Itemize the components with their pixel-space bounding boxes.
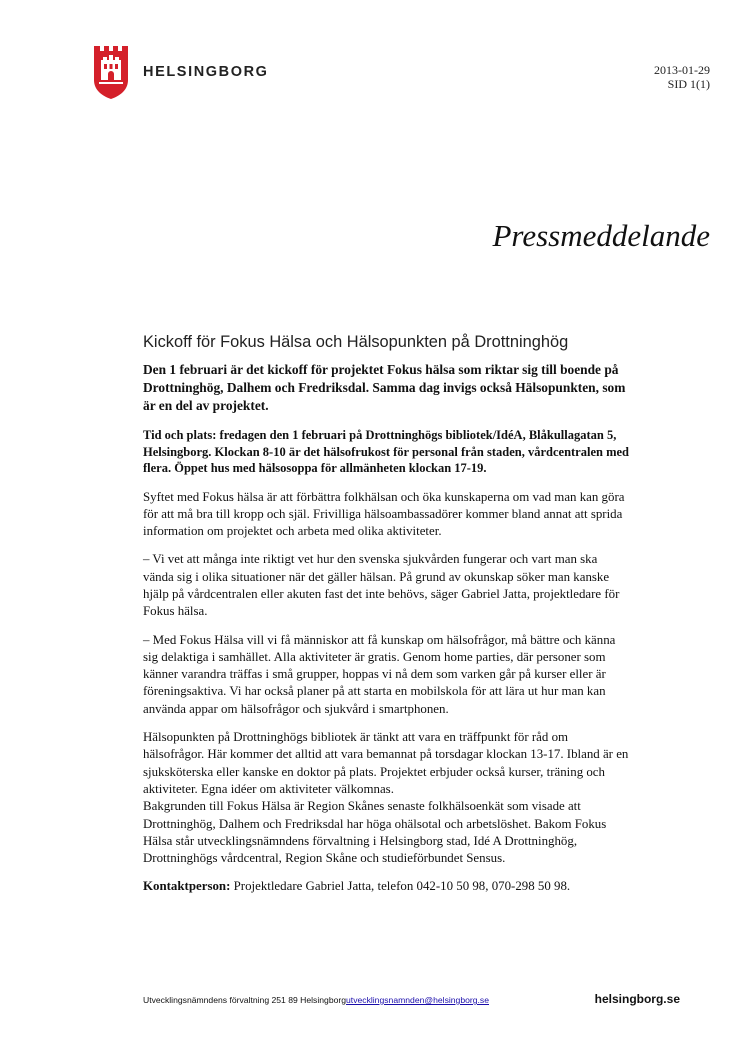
footer-address-text: Utvecklingsnämndens förvaltning 251 89 Helsingborg [143,995,347,1005]
article-headline: Kickoff för Fokus Hälsa och Hälsopunkten på Drottninghög [143,333,569,351]
body-paragraph: Syftet med Fokus hälsa är att förbättra folkhälsan och öka kunskaperna om vad man kan göra för att må bra till kropp och själ. Frivilliga hälsoambassadörer kommer bland annat att sprida information om projektet och arbeta med olika aktiviteter. [143,489,625,539]
contact-label: Kontaktperson: [143,879,231,894]
page-number: SID 1(1) [667,77,710,91]
body-paragraph: Bakgrunden till Fokus Hälsa är Region Skånes senaste folkhälsoenkät som visade att Drottninghög, Dalhem och Fredriksdal har höga ohälsotal och arbetslöshet. Bakom Fokus Hälsa står utvecklingsnämndens förvaltning i Helsingborg stad, Idé A Drottninghög, Drottninghögs vårdcentral, Region Skåne och studieförbundet Sensus. [143,799,607,866]
body-paragraph: – Vi vet att många inte riktigt vet hur den svenska sjukvården fungerar och vart man ska vända sig i olika situationer när det gäller hälsan. På grund av okunskap söker man kanske hjälp på vårdcentralen eller akuten fast det inte behövs, säger Gabriel Jatta, projektledare för Fokus hälsa. [143,552,620,619]
footer-email-link[interactable]: utvecklingsnamnden@helsingborg.se [346,995,489,1005]
footer-website[interactable]: helsingborg.se [594,992,680,1006]
time-and-place: Tid och plats: fredagen den 1 februari på Drottninghögs bibliotek/IdéA, Blåkullagatan 5, Helsingborg. Klockan 8-10 är det hälsofrukost för personal från staden, vårdcentralen med flera. Öppet hus med hälsosoppa för allmänheten klockan 17-19. [143,428,629,475]
document-date: 2013-01-29 [654,63,710,77]
document-meta [654,63,710,91]
article-body [143,333,631,896]
body-paragraph: – Med Fokus Hälsa vill vi få människor att få kunskap om hälsofrågor, må bättre och känna sig delaktiga i samhället. Alla aktiviteter är gratis. Genom home parties, där personer som känner varandra träffas i små grupper, hoppas vi nå dem som varken går på kurser eller är föreningsaktiva. Vi har också planer på att starta en mobilskola för att lära ut hur man kan använda appar om hälsofrågor och sjukvård i smartphonen. [143,632,616,716]
article-lead: Den 1 februari är det kickoff för projektet Fokus hälsa som riktar sig till boende på Drottninghög, Dalhem och Fredriksdal. Samma dag invigs också Hälsopunkten, som är en del av projektet. [143,362,626,413]
document-type: Pressmeddelande [492,218,710,253]
body-paragraph: Hälsopunkten på Drottninghögs bibliotek är tänkt att vara en träffpunkt för råd om hälsofrågor. Här kommer det alltid att vara bemannat på torsdagar klockan 13-17. Ibland är en sjuksköterska eller kanske en doktor på plats. Projektet erbjuder också kurser, träning och aktiviteter. Egna idéer om aktiviteter välkomnas. [143,730,629,796]
helsingborg-crest-icon [93,44,129,100]
contact-details: Projektledare Gabriel Jatta, telefon 042-10 50 98, 070-298 50 98. [230,879,571,894]
contact-person [143,878,631,895]
footer-address [143,995,489,1005]
brand-name: HELSINGBORG [143,64,269,80]
